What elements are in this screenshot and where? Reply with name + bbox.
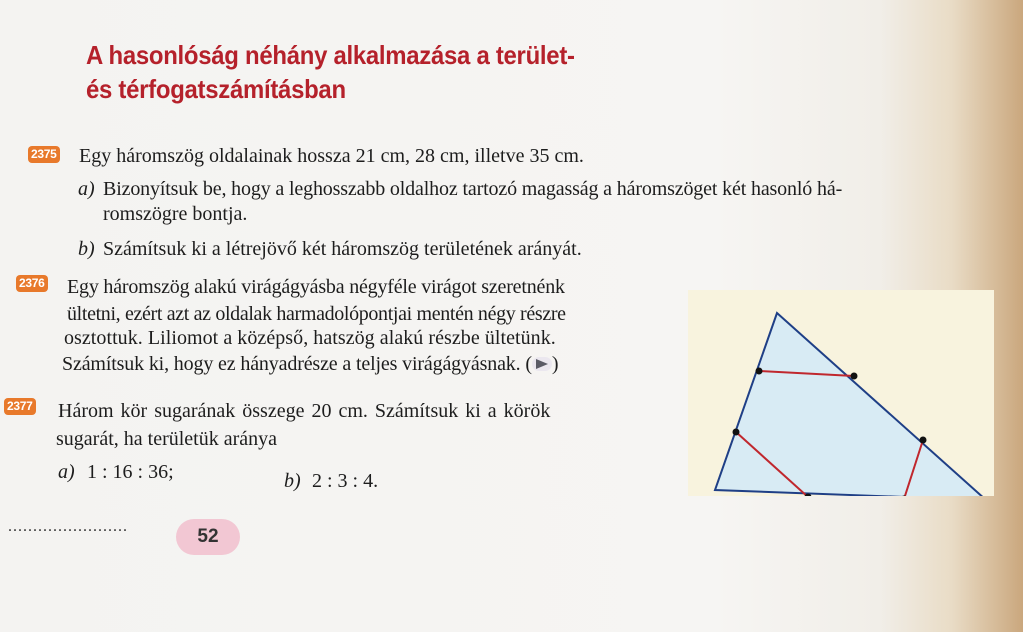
problem-2377-part-b-label: b)	[284, 470, 301, 492]
problem-2376-line4	[62, 353, 558, 375]
trisection-point	[733, 429, 740, 436]
problem-2376-line3: osztottuk. Liliomot a középső, hatszög alakú részbe ültetünk.	[64, 327, 556, 349]
problem-2375-intro: Egy háromszög oldalainak hossza 21 cm, 28 cm, illetve 35 cm.	[79, 145, 584, 167]
problem-number-badge: 2375	[28, 146, 60, 163]
problem-number-badge: 2376	[16, 275, 48, 292]
problem-2375-part-b-label: b)	[78, 238, 95, 260]
problem-2375-part-b-text: Számítsuk ki a létrejövő két háromszög területének arányát.	[103, 238, 582, 260]
triangle-figure	[688, 290, 994, 496]
page-number: 52	[176, 519, 240, 555]
problem-2376-close-paren: )	[551, 353, 559, 375]
problem-2376-line4-text: Számítsuk ki, hogy ez hányadrésze a teljes virágágyásnak. (	[62, 353, 532, 375]
figure-panel	[688, 290, 994, 496]
problem-2377-line2: sugarát, ha területük aránya	[56, 428, 278, 450]
footer-dotted-rule: ........................	[8, 518, 128, 535]
problem-2377-line1: Három kör sugarának összege 20 cm. Számítsuk ki a körök	[58, 400, 551, 422]
arrow-right-icon[interactable]	[532, 357, 552, 371]
problem-2375-part-a-line2: romszögre bontja.	[103, 203, 248, 225]
problem-2377-part-a-label: a)	[58, 461, 75, 483]
problem-2377-part-b-value: 2 : 3 : 4.	[312, 470, 379, 492]
problem-2375-part-a-line1: Bizonyítsuk be, hogy a leghosszabb oldalhoz tartozó magasság a háromszöget két hasonló há-	[103, 178, 843, 200]
problem-2375-part-a-label: a)	[78, 178, 95, 200]
problem-2376-line2: ültetni, ezért azt az oldalak harmadolópontjai mentén négy részre	[67, 303, 566, 325]
problem-2376-line1: Egy háromszög alakú virágágyásba négyféle virágot szeretnénk	[67, 276, 565, 298]
section-title-line1: A hasonlóság néhány alkalmazása a terület-	[86, 40, 575, 70]
trisection-point	[920, 437, 927, 444]
trisection-point	[851, 373, 858, 380]
flowerbed-triangle	[715, 313, 986, 496]
problem-number-badge: 2377	[4, 398, 36, 415]
section-title-line2: és térfogatszámításban	[86, 74, 346, 104]
problem-2377-part-a-value: 1 : 16 : 36;	[87, 461, 174, 483]
trisection-point	[756, 368, 763, 375]
section-title	[86, 38, 575, 106]
